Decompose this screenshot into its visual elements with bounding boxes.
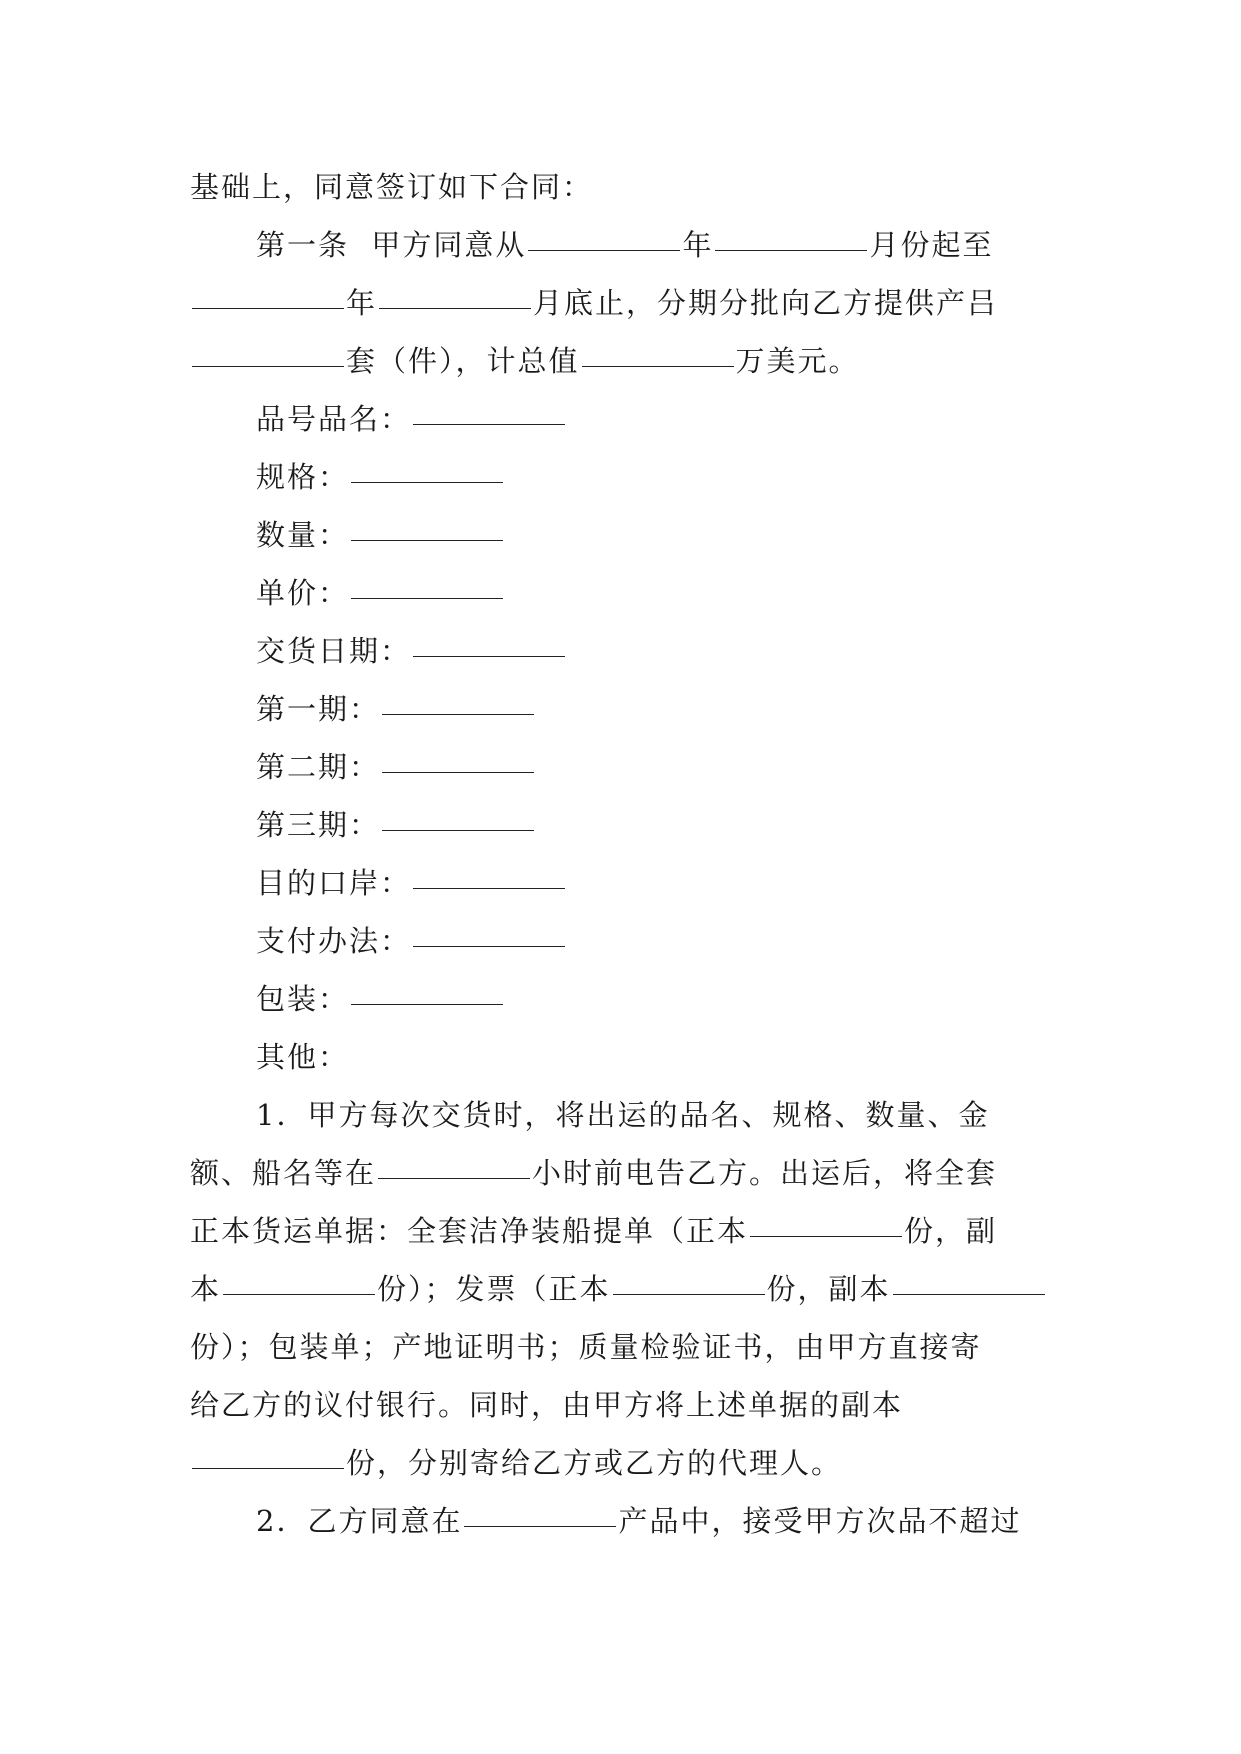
blank-field[interactable] bbox=[351, 539, 503, 541]
field-label: 目的口岸： bbox=[256, 866, 412, 900]
text-segment: 年 bbox=[682, 228, 714, 262]
field-label: 规格： bbox=[256, 460, 350, 494]
blank-field[interactable] bbox=[750, 1235, 902, 1237]
field-unit-price bbox=[190, 564, 1050, 622]
field-label: 品号品名： bbox=[256, 402, 412, 436]
text-line bbox=[190, 332, 1050, 390]
field-label: 单价： bbox=[256, 576, 350, 610]
blank-field[interactable] bbox=[893, 1293, 1045, 1295]
blank-field[interactable] bbox=[351, 1003, 503, 1005]
text-segment: 月份起至 bbox=[869, 228, 994, 262]
blank-field[interactable] bbox=[528, 249, 680, 251]
field-phase-1 bbox=[190, 680, 1050, 738]
clause-2-line bbox=[190, 1492, 1050, 1550]
field-packaging bbox=[190, 970, 1050, 1028]
blank-field[interactable] bbox=[413, 945, 565, 947]
blank-field[interactable] bbox=[382, 713, 534, 715]
field-destination-port bbox=[190, 854, 1050, 912]
field-label: 数量： bbox=[256, 518, 350, 552]
text-segment: 1．甲方每次交货时，将出运的品名、规格、数量、金 bbox=[256, 1098, 990, 1132]
blank-field[interactable] bbox=[192, 1467, 344, 1469]
text-line bbox=[190, 1318, 1050, 1376]
text-segment: 份）；发票（正本 bbox=[377, 1272, 611, 1306]
blank-field[interactable] bbox=[613, 1293, 765, 1295]
blank-field[interactable] bbox=[582, 365, 734, 367]
blank-field[interactable] bbox=[351, 481, 503, 483]
text-segment: 第一条 甲方同意从 bbox=[256, 228, 527, 262]
text-segment: 份，副本 bbox=[766, 1272, 891, 1306]
blank-field[interactable] bbox=[379, 307, 531, 309]
field-label: 其他： bbox=[256, 1040, 350, 1074]
field-other bbox=[190, 1028, 1050, 1086]
text-line bbox=[190, 1434, 1050, 1492]
text-segment: 额、船名等在 bbox=[190, 1156, 377, 1190]
text-line bbox=[190, 1376, 1050, 1434]
blank-field[interactable] bbox=[413, 655, 565, 657]
text-line bbox=[190, 1144, 1050, 1202]
document-body bbox=[190, 158, 1050, 1550]
blank-field[interactable] bbox=[382, 771, 534, 773]
blank-field[interactable] bbox=[464, 1525, 616, 1527]
text-segment: 给乙方的议付银行。同时，由甲方将上述单据的副本 bbox=[190, 1388, 904, 1422]
text-segment: 份，副 bbox=[904, 1214, 998, 1248]
text-segment: 万美元。 bbox=[735, 344, 860, 378]
field-specification bbox=[190, 448, 1050, 506]
field-phase-3 bbox=[190, 796, 1050, 854]
field-quantity bbox=[190, 506, 1050, 564]
text-segment: 本 bbox=[190, 1272, 222, 1306]
blank-field[interactable] bbox=[351, 597, 503, 599]
blank-field[interactable] bbox=[715, 249, 867, 251]
blank-field[interactable] bbox=[223, 1293, 375, 1295]
text-segment: 基础上，同意签订如下合同： bbox=[190, 170, 594, 204]
text-segment: 小时前电告乙方。出运后，将全套 bbox=[532, 1156, 998, 1190]
text-segment: 年 bbox=[346, 286, 378, 320]
text-line bbox=[190, 1260, 1050, 1318]
field-product-name bbox=[190, 390, 1050, 448]
blank-field[interactable] bbox=[413, 423, 565, 425]
text-line bbox=[190, 1202, 1050, 1260]
blank-field[interactable] bbox=[192, 307, 344, 309]
field-label: 包装： bbox=[256, 982, 350, 1016]
text-line bbox=[190, 274, 1050, 332]
text-segment: 月底止，分期分批向乙方提供产吕 bbox=[533, 286, 999, 320]
text-segment: 产品中，接受甲方次品不超过 bbox=[618, 1504, 1022, 1538]
field-label: 第三期： bbox=[256, 808, 381, 842]
field-delivery-date bbox=[190, 622, 1050, 680]
text-segment: 2．乙方同意在 bbox=[256, 1504, 463, 1538]
blank-field[interactable] bbox=[413, 887, 565, 889]
field-phase-2 bbox=[190, 738, 1050, 796]
field-label: 第一期： bbox=[256, 692, 381, 726]
blank-field[interactable] bbox=[378, 1177, 530, 1179]
text-segment: 正本货运单据：全套洁净装船提单（正本 bbox=[190, 1214, 749, 1248]
blank-field[interactable] bbox=[192, 365, 344, 367]
blank-field[interactable] bbox=[382, 829, 534, 831]
text-segment: 套（件），计总值 bbox=[346, 344, 580, 378]
field-label: 交货日期： bbox=[256, 634, 412, 668]
text-segment: 份，分别寄给乙方或乙方的代理人。 bbox=[346, 1446, 843, 1480]
field-label: 支付办法： bbox=[256, 924, 412, 958]
text-line bbox=[190, 158, 1050, 216]
field-label: 第二期： bbox=[256, 750, 381, 784]
clause-1-line bbox=[190, 1086, 1050, 1144]
article-1-line bbox=[190, 216, 1050, 274]
field-payment-method bbox=[190, 912, 1050, 970]
text-segment: 份）；包装单；产地证明书；质量检验证书，由甲方直接寄 bbox=[190, 1330, 982, 1364]
